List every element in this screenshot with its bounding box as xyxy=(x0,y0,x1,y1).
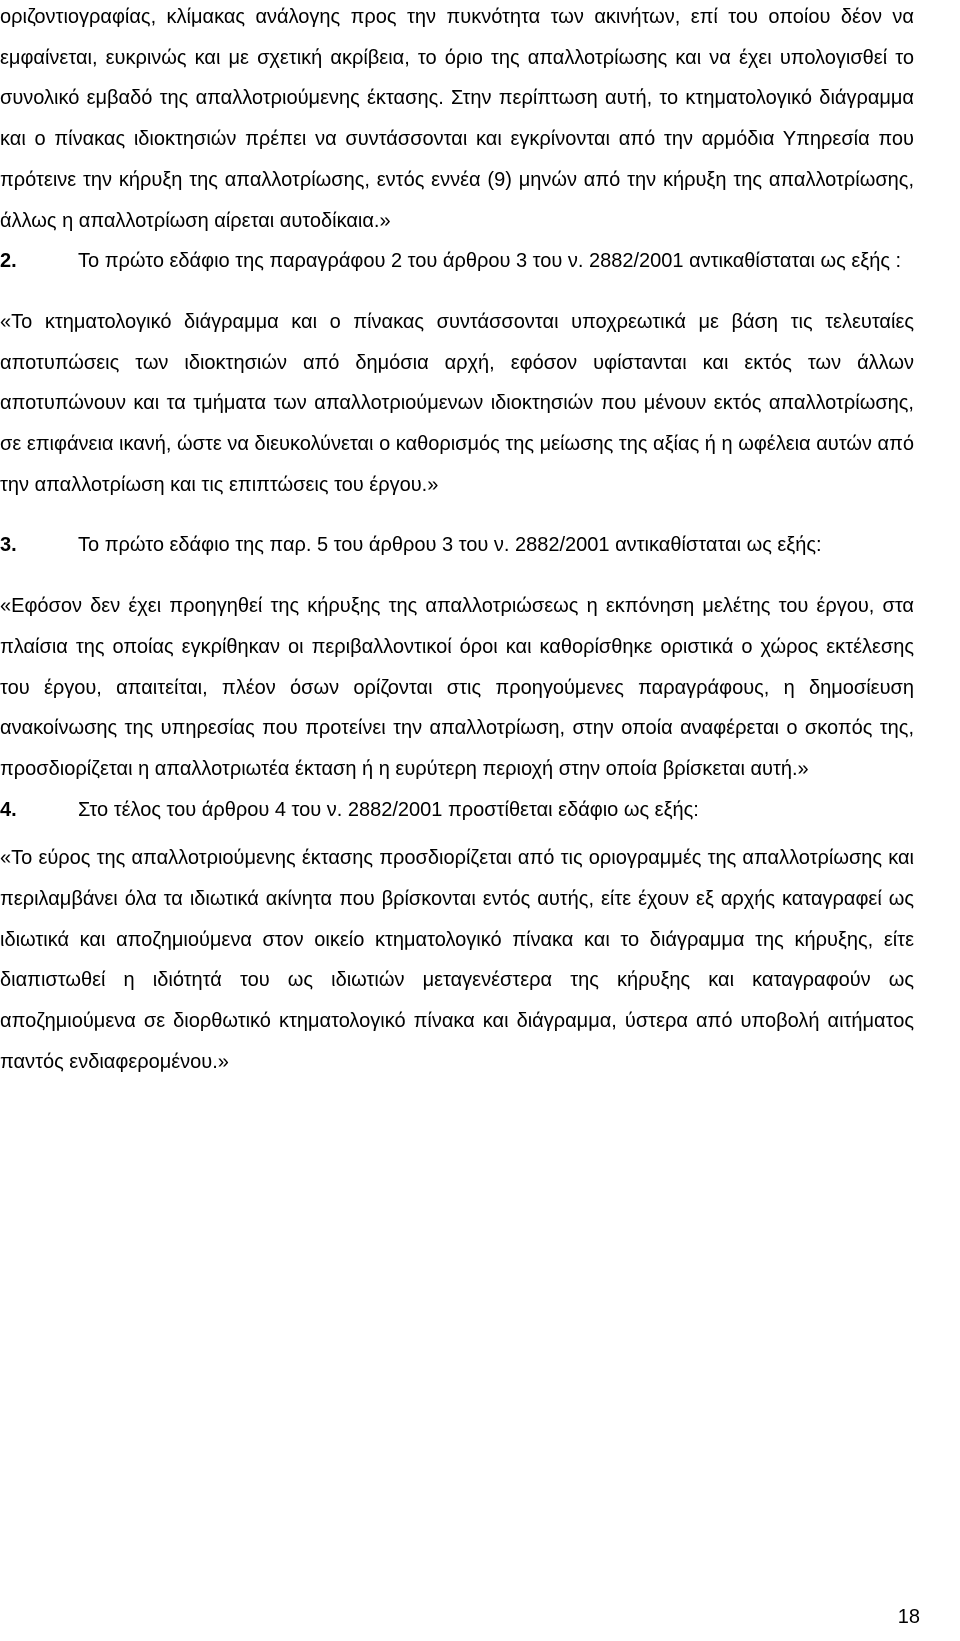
quote-2: «Το κτηματολογικό διάγραμμα και ο πίνακας συντάσσονται υποχρεωτικά με βάση τις τελευταίες αποτυπώσεις των ιδιοκτησιών από δημόσια αρχή, εφόσον υφίστανται και εκτός των άλλων αποτυπώνουν και τα τμήματα των απαλλοτριούμενων ιδιοκτησιών που μένουν εκτός απαλλοτρίωσης, σε επιφάνεια ικανή, ώστε να διευκολύνεται ο καθορισμός της μείωσης της αξίας ή η ωφέλεια αυτών από την απαλλοτρίωση και τις επιπτώσεις του έργου.» xyxy=(0,310,914,496)
item-2 xyxy=(0,241,914,282)
page-number: 18 xyxy=(897,1606,920,1628)
item-2-number: 2. xyxy=(0,250,17,273)
item-4-number: 4. xyxy=(0,798,17,821)
item-3-text: Το πρώτο εδάφιο της παρ. 5 του άρθρου 3 του ν. 2882/2001 αντικαθίσταται ως εξής: xyxy=(78,534,822,557)
item-3-number: 3. xyxy=(0,534,17,557)
item-4 xyxy=(0,790,914,831)
quote-4: «Το εύρος της απαλλοτριούμενης έκτασης προσδιορίζεται από τις οριογραμμές της απαλλοτρίωσης και περιλαμβάνει όλα τα ιδιωτικά ακίνητα που βρίσκονται εντός αυτής, είτε έχουν εξ αρχής καταγραφεί ως ιδιωτικά και αποζημιούμενα στον οικείο κτηματολογικό πίνακα και το διάγραμμα της κήρυξης, είτε διαπιστωθεί η ιδιότητά του ως ιδιωτιών μεταγενέστερα της κήρυξης και καταγραφούν ως αποζημιούμενα σε διορθωτικό κτηματολογικό πίνακα και διάγραμμα, ύστερα από υποβολή αιτήματος παντός ενδιαφερομένου.» xyxy=(0,847,914,1073)
paragraph-continuation: οριζοντιογραφίας, κλίμακας ανάλογης προς την πυκνότητα των ακινήτων, επί του οποίου δέον να εμφαίνεται, ευκρινώς και με σχετική ακρίβεια, το όριο της απαλλοτρίωσης και να έχει υπολογισθεί το συνολικό εμβαδό της απαλλοτριούμενης έκτασης. Στην περίπτωση αυτή, το κτηματολογικό διάγραμμα και ο πίνακας ιδιοκτησιών πρέπει να συντάσσονται και εγκρίνονται από την αρμόδια Υπηρεσία που πρότεινε την κήρυξη της απαλλοτρίωσης, εντός εννέα (9) μηνών από την κήρυξη της απαλλοτρίωσης, άλλως η απαλλοτρίωση αίρεται αυτοδίκαια.» xyxy=(0,6,914,232)
item-3 xyxy=(0,525,914,566)
quote-3: «Εφόσον δεν έχει προηγηθεί της κήρυξης της απαλλοτριώσεως η εκπόνηση μελέτης του έργου, στα πλαίσια της οποίας εγκρίθηκαν οι περιβαλλοντικοί όροι και καθορίσθηκε οριστικά ο χώρος εκτέλεσης του έργου, απαιτείται, πλέον όσων ορίζονται στις προηγούμενες παραγράφους, η δημοσίευση ανακοίνωσης της υπηρεσίας που προτείνει την απαλλοτρίωση, στην οποία αναφέρεται ο σκοπός της, προσδιορίζεται η απαλλοτριωτέα έκταση ή η ευρύτερη περιοχή στην οποία βρίσκεται αυτή.» xyxy=(0,595,914,780)
item-2-text: Το πρώτο εδάφιο της παραγράφου 2 του άρθρου 3 του ν. 2882/2001 αντικαθίσταται ως εξής : xyxy=(78,250,902,273)
item-4-text: Στο τέλος του άρθρου 4 του ν. 2882/2001 προστίθεται εδάφιο ως εξής: xyxy=(78,798,699,821)
